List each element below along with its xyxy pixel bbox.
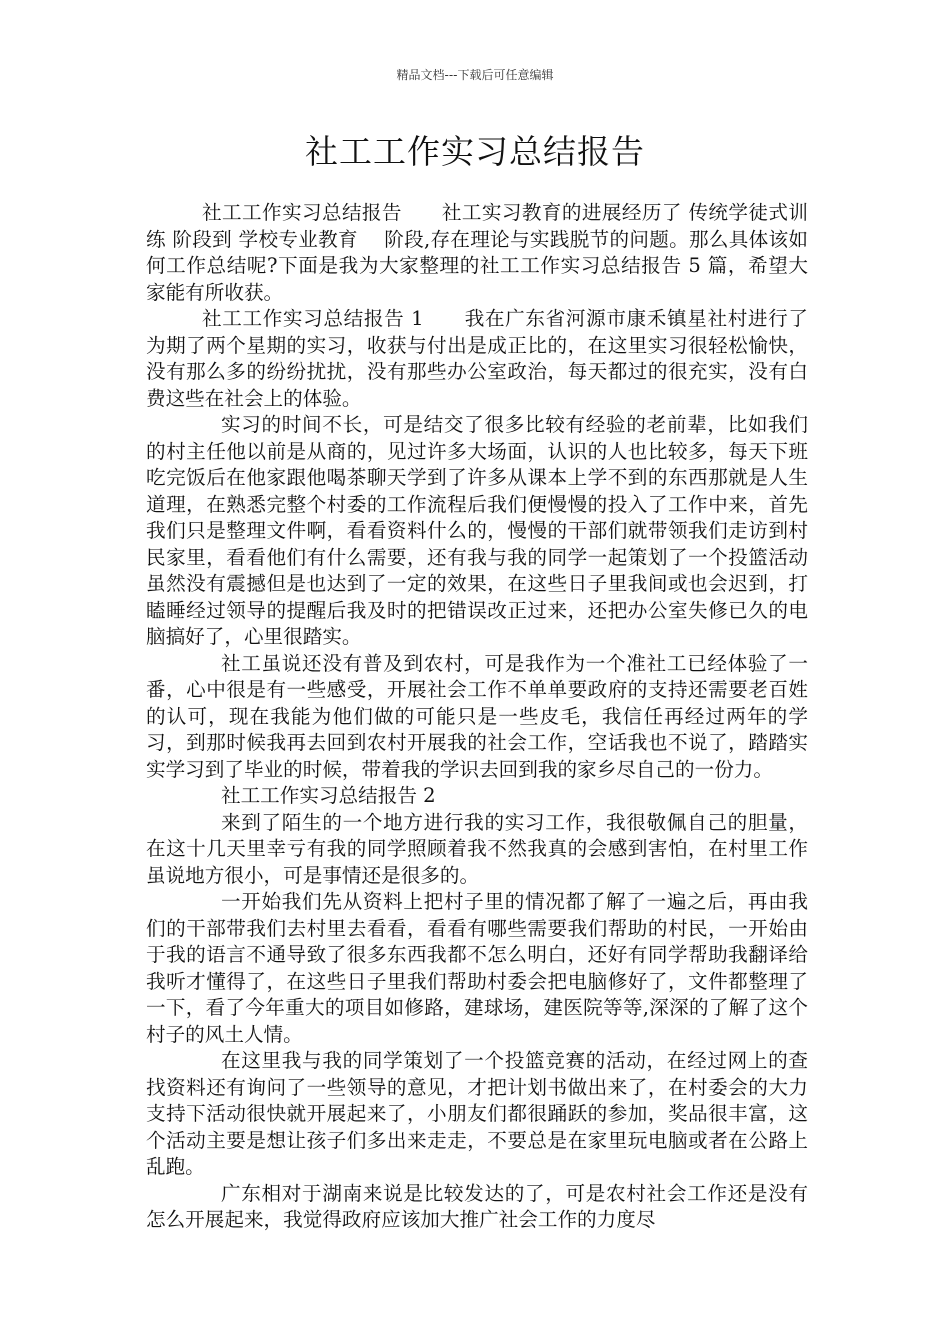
paragraph: 广东相对于湖南来说是比较发达的了，可是农村社会工作还是没有怎么开展起来，我觉得政府应该加大推广社会工作的力度尽 [146,1181,808,1231]
paragraph-report-1: 社工工作实习总结报告 1 我在广东省河源市康禾镇星社村进行了为期了两个星期的实习，收获与付出是成正比的，在这里实习很轻松愉快，没有那么多的纷纷扰扰，没有那些办公室政治，每天都过的很充实，没有白费这些在社会上的体验。 [146,307,808,410]
paragraph: 来到了陌生的一个地方进行我的实习工作，我很敬佩自己的胆量，在这十几天里幸亏有我的同学照顾着我不然我真的会感到害怕，在村里工作虽说地方很小，可是事情还是很多的。 [146,810,808,887]
paragraph: 一开始我们先从资料上把村子里的情况都了解了一遍之后，再由我们的干部带我们去村里去看看，看看有哪些需要我们帮助的村民，一开始由于我的语言不通导致了很多东西我都不怎么明白，还好有同学帮助我翻译给我听才懂得了，在这些日子里我们帮助村委会把电脑修好了，文件都整理了一下，看了今年重大的项目如修路，建球场，建医院等等,深深的了解了这个村子的风土人情。 [146,890,808,1046]
paragraph-intro: 社工工作实习总结报告 社工实习教育的进展经历了 传统学徒式训练 阶段到 学校专业教育 阶段,存在理论与实践脱节的问题。那么具体该如何工作总结呢?下面是我为大家整理的社工工作实习总结报告 5 篇，希望大家能有所收获。 [146,201,808,304]
paragraph: 实习的时间不长，可是结交了很多比较有经验的老前辈，比如我们的村主任他以前是从商的，见过许多大场面，认识的人也比较多，每天下班吃完饭后在他家跟他喝茶聊天学到了许多从课本上学不到的东西那就是人生道理，在熟悉完整个村委的工作流程后我们便慢慢的投入了工作中来，首先我们只是整理文件啊，看看资料什么的，慢慢的干部们就带领我们走访到村民家里，看看他们有什么需要，还有我与我的同学一起策划了一个投篮活动虽然没有震撼但是也达到了一定的效果，在这些日子里我间或也会迟到，打瞌睡经过领导的提醒后我及时的把错误改正过来，还把办公室失修已久的电脑搞好了，心里很踏实。 [146,413,808,648]
document-body [146,200,808,1234]
paragraph: 社工虽说还没有普及到农村，可是我作为一个准社工已经体验了一番，心中很是有一些感受，开展社会工作不单单要政府的支持还需要老百姓的认可，现在我能为他们做的可能只是一些皮毛，我信任再经过两年的学习，到那时候我再去回到农村开展我的社会工作，空话我也不说了，踏踏实实学习到了毕业的时候，带着我的学识去回到我的家乡尽自己的一份力。 [146,651,808,781]
document-title: 社工工作实习总结报告 [305,132,645,171]
section-heading-report-2: 社工工作实习总结报告 2 [221,784,436,807]
paragraph: 在这里我与我的同学策划了一个投篮竞赛的活动，在经过网上的查找资料还有询问了一些领导的意见，才把计划书做出来了，在村委会的大力支持下活动很快就开展起来了，小朋友们都很踊跃的参加，奖品很丰富，这个活动主要是想让孩子们多出来走走，不要总是在家里玩电脑或者在公路上乱跑。 [146,1049,808,1178]
page-header: 精品文档---下载后可任意编辑 [396,68,554,82]
